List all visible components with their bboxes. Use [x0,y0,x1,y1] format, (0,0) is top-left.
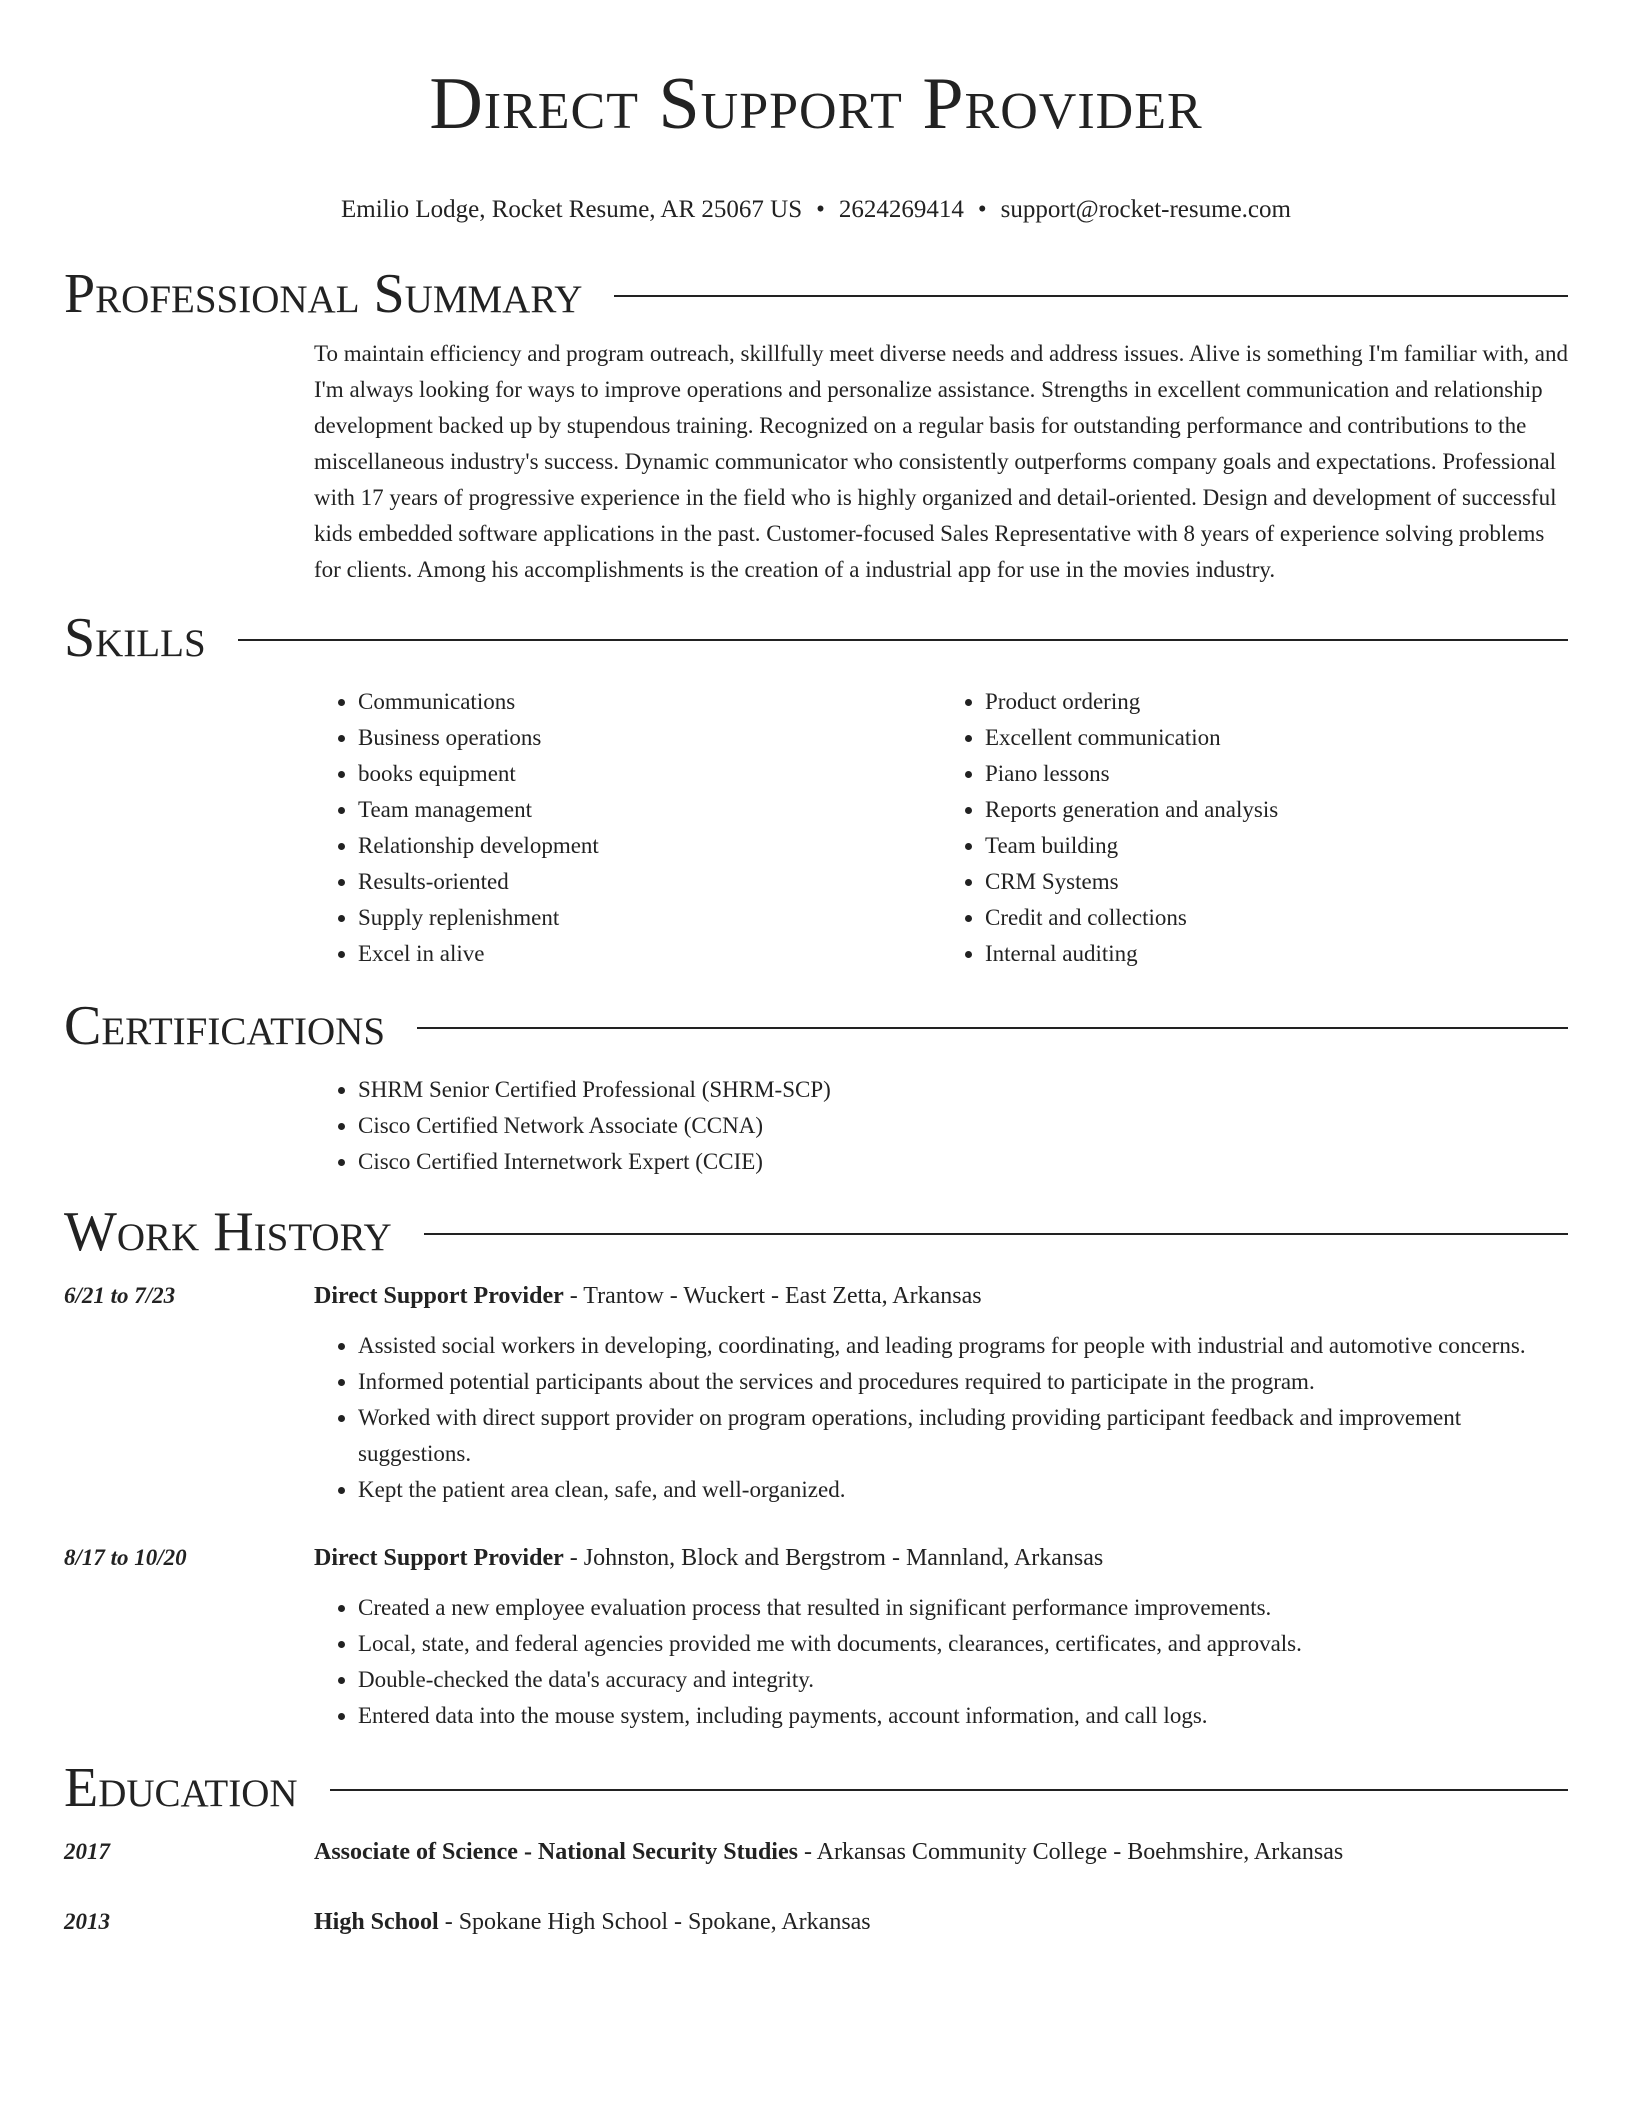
section-divider [330,1789,1568,1791]
certification-item: • Cisco Certified Network Associate (CCNA) [358,1108,1568,1144]
degree: High School [314,1909,439,1935]
education-year: 2017 [64,1839,110,1864]
work-bullet: • Entered data into the mouse system, including payments, account information, and call logs. [358,1698,1568,1734]
certifications-heading: Certifications [64,995,386,1057]
resume-title: Direct Support Provider [429,63,1203,145]
summary-text: To maintain efficiency and program outreach, skillfully meet diverse needs and address issues. Alive is something I'm familiar with, and I'm always looking for ways to improve operations and personalize assistance. Strengths in excellent communication and relationship development backed up by stupendous training. Recognized on a regular basis for outstanding performance and contributions to the miscellaneous industry's success. Dynamic communicator who consistently outperforms company goals and expectations. Professional with 17 years of progressive experience in the field who is highly organized and detail-oriented. Design and development of successful kids embedded software applications in the past. Customer-focused Sales Representative with 8 years of experience solving problems for clients. Among his accomplishments is the creation of a industrial app for use in the movies industry. [314,341,1569,582]
education-content [314,1904,1568,1940]
work-bullets [314,1328,1568,1508]
work-entry [64,1540,1568,1734]
work-bullet: • Local, state, and federal agencies provided me with documents, clearances, certificates, and approvals. [358,1626,1568,1662]
skill-item: • Supply replenishment [358,900,941,936]
skill-item: • Results-oriented [358,864,941,900]
work-content [314,1278,1568,1508]
education-year: 2013 [64,1909,110,1934]
degree: Associate of Science - National Security Studies [314,1839,798,1865]
skill-item: • Relationship development [358,828,941,864]
work-bullet: • Kept the patient area clean, safe, and well-organized. [358,1472,1568,1508]
skill-item: • Internal auditing [985,936,1568,972]
section-divider [417,1027,1568,1029]
contact-address: Emilio Lodge, Rocket Resume, AR 25067 US [341,196,803,223]
certification-item: • SHRM Senior Certified Professional (SHRM-SCP) [358,1072,1568,1108]
education-entry [64,1904,1568,1940]
work-bullet: • Worked with direct support provider on program operations, including providing participant feedback and improvement suggestions. [358,1400,1568,1472]
work-role [314,1278,1568,1314]
work-bullets [314,1590,1568,1734]
certifications-section-header [64,994,1568,1058]
summary-heading: Professional Summary [64,263,583,325]
work-heading: Work History [64,1201,392,1263]
education-role [314,1904,1568,1940]
education-section-header [64,1756,1568,1820]
skill-item: • Team management [358,792,941,828]
job-title: Direct Support Provider [314,1545,564,1571]
skills-grid [314,684,1568,972]
skills-list-right [941,684,1568,972]
contact-phone: 2624269414 [838,196,964,223]
skill-item: • CRM Systems [985,864,1568,900]
summary-section-header [64,262,1568,326]
skill-item: • Business operations [358,720,941,756]
skills-section-header [64,606,1568,670]
work-entry [64,1278,1568,1508]
skill-item: • books equipment [358,756,941,792]
skills-list-left [314,684,941,972]
skill-item: • Excellent communication [985,720,1568,756]
certification-item: • Cisco Certified Internetwork Expert (CCIE) [358,1144,1568,1180]
section-divider [424,1233,1568,1235]
education-content [314,1834,1568,1870]
work-bullet: • Created a new employee evaluation process that resulted in significant performance improvements. [358,1590,1568,1626]
contact-separator: • [816,196,825,223]
work-content [314,1540,1568,1734]
section-divider [238,639,1568,641]
work-bullet: • Assisted social workers in developing, coordinating, and leading programs for people with industrial and automotive concerns. [358,1328,1568,1364]
education-role [314,1834,1568,1870]
education-heading: Education [64,1757,298,1819]
work-dates: 8/17 to 10/20 [64,1545,187,1570]
skill-item: • Team building [985,828,1568,864]
school: - Arkansas Community College - Boehmshire, Arkansas [797,1839,1344,1865]
work-bullet: • Informed potential participants about the services and procedures required to participate in the program. [358,1364,1568,1400]
school: - Spokane High School - Spokane, Arkansas [438,1909,871,1935]
work-section-header [64,1200,1568,1264]
skill-item: • Communications [358,684,941,720]
skill-item: • Product ordering [985,684,1568,720]
skill-item: • Piano lessons [985,756,1568,792]
job-title: Direct Support Provider [314,1283,564,1309]
contact-line [64,194,1568,226]
certifications-list [314,1072,1568,1180]
education-entry [64,1834,1568,1870]
contact-email: support@rocket-resume.com [1000,196,1291,223]
work-role [314,1540,1568,1576]
contact-separator: • [977,196,987,223]
job-employer: - Johnston, Block and Bergstrom - Mannland, Arkansas [563,1545,1104,1571]
skills-heading: Skills [64,607,206,669]
job-employer: - Trantow - Wuckert - East Zetta, Arkansas [563,1283,982,1309]
summary-body [314,336,1568,588]
work-dates: 6/21 to 7/23 [64,1283,176,1308]
section-divider [614,295,1568,297]
skill-item: • Excel in alive [358,936,941,972]
skills-body [314,684,1568,972]
work-bullet: • Double-checked the data's accuracy and integrity. [358,1662,1568,1698]
certifications-body [314,1072,1568,1180]
skill-item: • Credit and collections [985,900,1568,936]
skill-item: • Reports generation and analysis [985,792,1568,828]
